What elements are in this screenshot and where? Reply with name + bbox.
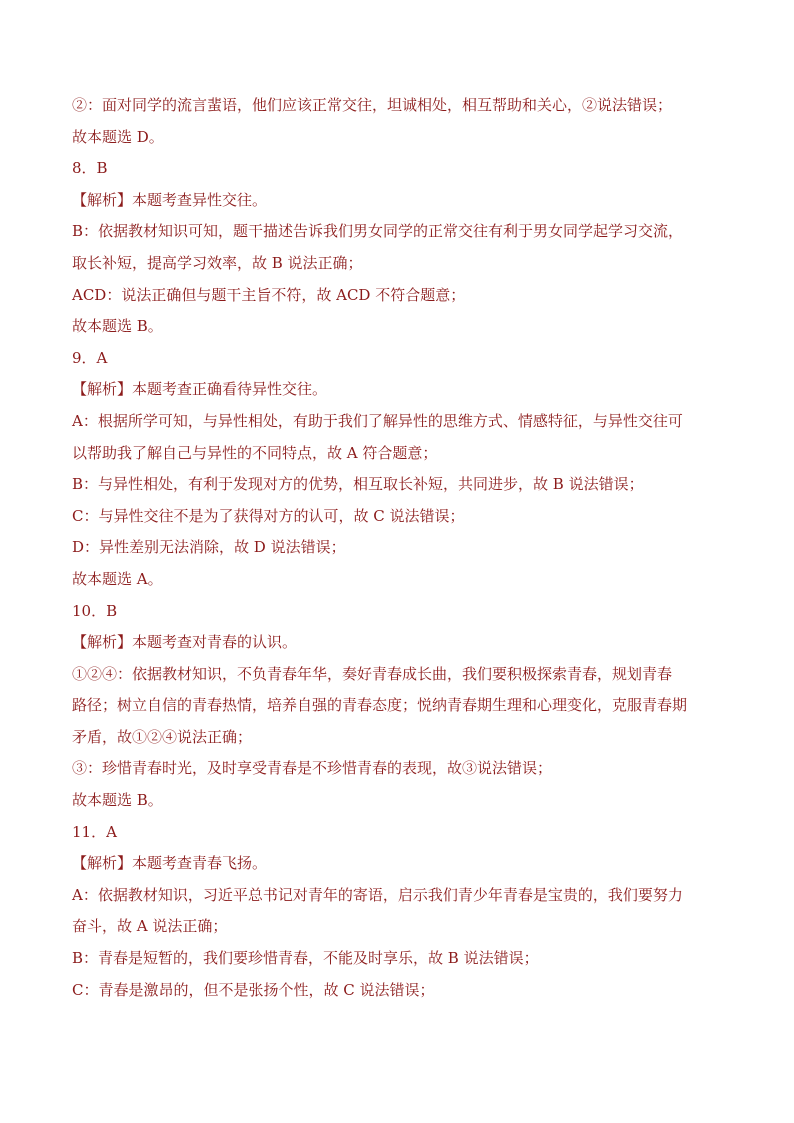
text-line: C：青春是激昂的，但不是张扬个性，故 C 说法错误； [72,980,435,999]
text-line: ③：珍惜青春时光，及时享受青春是不珍惜青春的表现，故③说法错误； [72,759,553,778]
text-line: 以帮助我了解自己与异性的不同特点，故 A 符合题意； [72,443,438,462]
text-line: C：与异性交往不是为了获得对方的认可，故 C 说法错误； [72,506,465,525]
text-line: 路径；树立自信的青春热情，培养自强的青春态度；悦纳青春期生理和心理变化，克服青春期 [72,696,688,715]
text-line: ②：面对同学的流言蜚语，他们应该正常交往，坦诚相处，相互帮助和关心，②说法错误； [72,96,673,114]
analysis-heading: 【解析】本题考查异性交往。 [72,190,268,209]
text-line: 奋斗，故 A 说法正确； [72,917,228,936]
question-answer-9: 9．A [72,348,108,367]
question-answer-10: 10．B [72,601,118,620]
text-line: A：根据所学可知，与异性相处，有助于我们了解异性的思维方式、情感特征，与异性交往可 [72,411,683,430]
text-line: 故本题选 B。 [72,791,163,810]
text-line: B：青春是短暂的，我们要珍惜青春，不能及时享乐，故 B 说法错误； [72,949,539,968]
text-line: ACD：说法正确但与题干主旨不符，故 ACD 不符合题意； [72,285,466,304]
question-answer-8: 8．B [72,159,108,178]
analysis-heading: 【解析】本题考查对青春的认识。 [72,633,298,652]
text-line: 取长补短，提高学习效率，故 B 说法正确； [72,253,363,272]
analysis-heading: 【解析】本题考查青春飞扬。 [72,854,268,873]
text-line: A：依据教材知识，习近平总书记对青年的寄语，启示我们青少年青春是宝贵的，我们要努力 [72,885,683,904]
text-line: 矛盾，故①②④说法正确； [72,727,253,746]
text-line: B：与异性相处，有利于发现对方的优势，相互取长补短，共同进步，故 B 说法错误； [72,475,644,494]
text-line: D：异性差别无法消除，故 D 说法错误； [72,538,346,557]
text-line: ①②④：依据教材知识，不负青春年华，奏好青春成长曲，我们要积极探索青春，规划青春 [72,664,673,683]
analysis-heading: 【解析】本题考查正确看待异性交往。 [72,380,328,399]
text-line: 故本题选 D。 [72,127,164,146]
text-line: B：依据教材知识可知，题干描述告诉我们男女同学的正常交往有利于男女同学起学习交流， [72,222,684,241]
text-line: 故本题选 A。 [72,569,163,588]
text-line: 故本题选 B。 [72,317,163,336]
answer-explanation-text [72,96,732,1000]
question-answer-11: 11．A [72,822,117,841]
